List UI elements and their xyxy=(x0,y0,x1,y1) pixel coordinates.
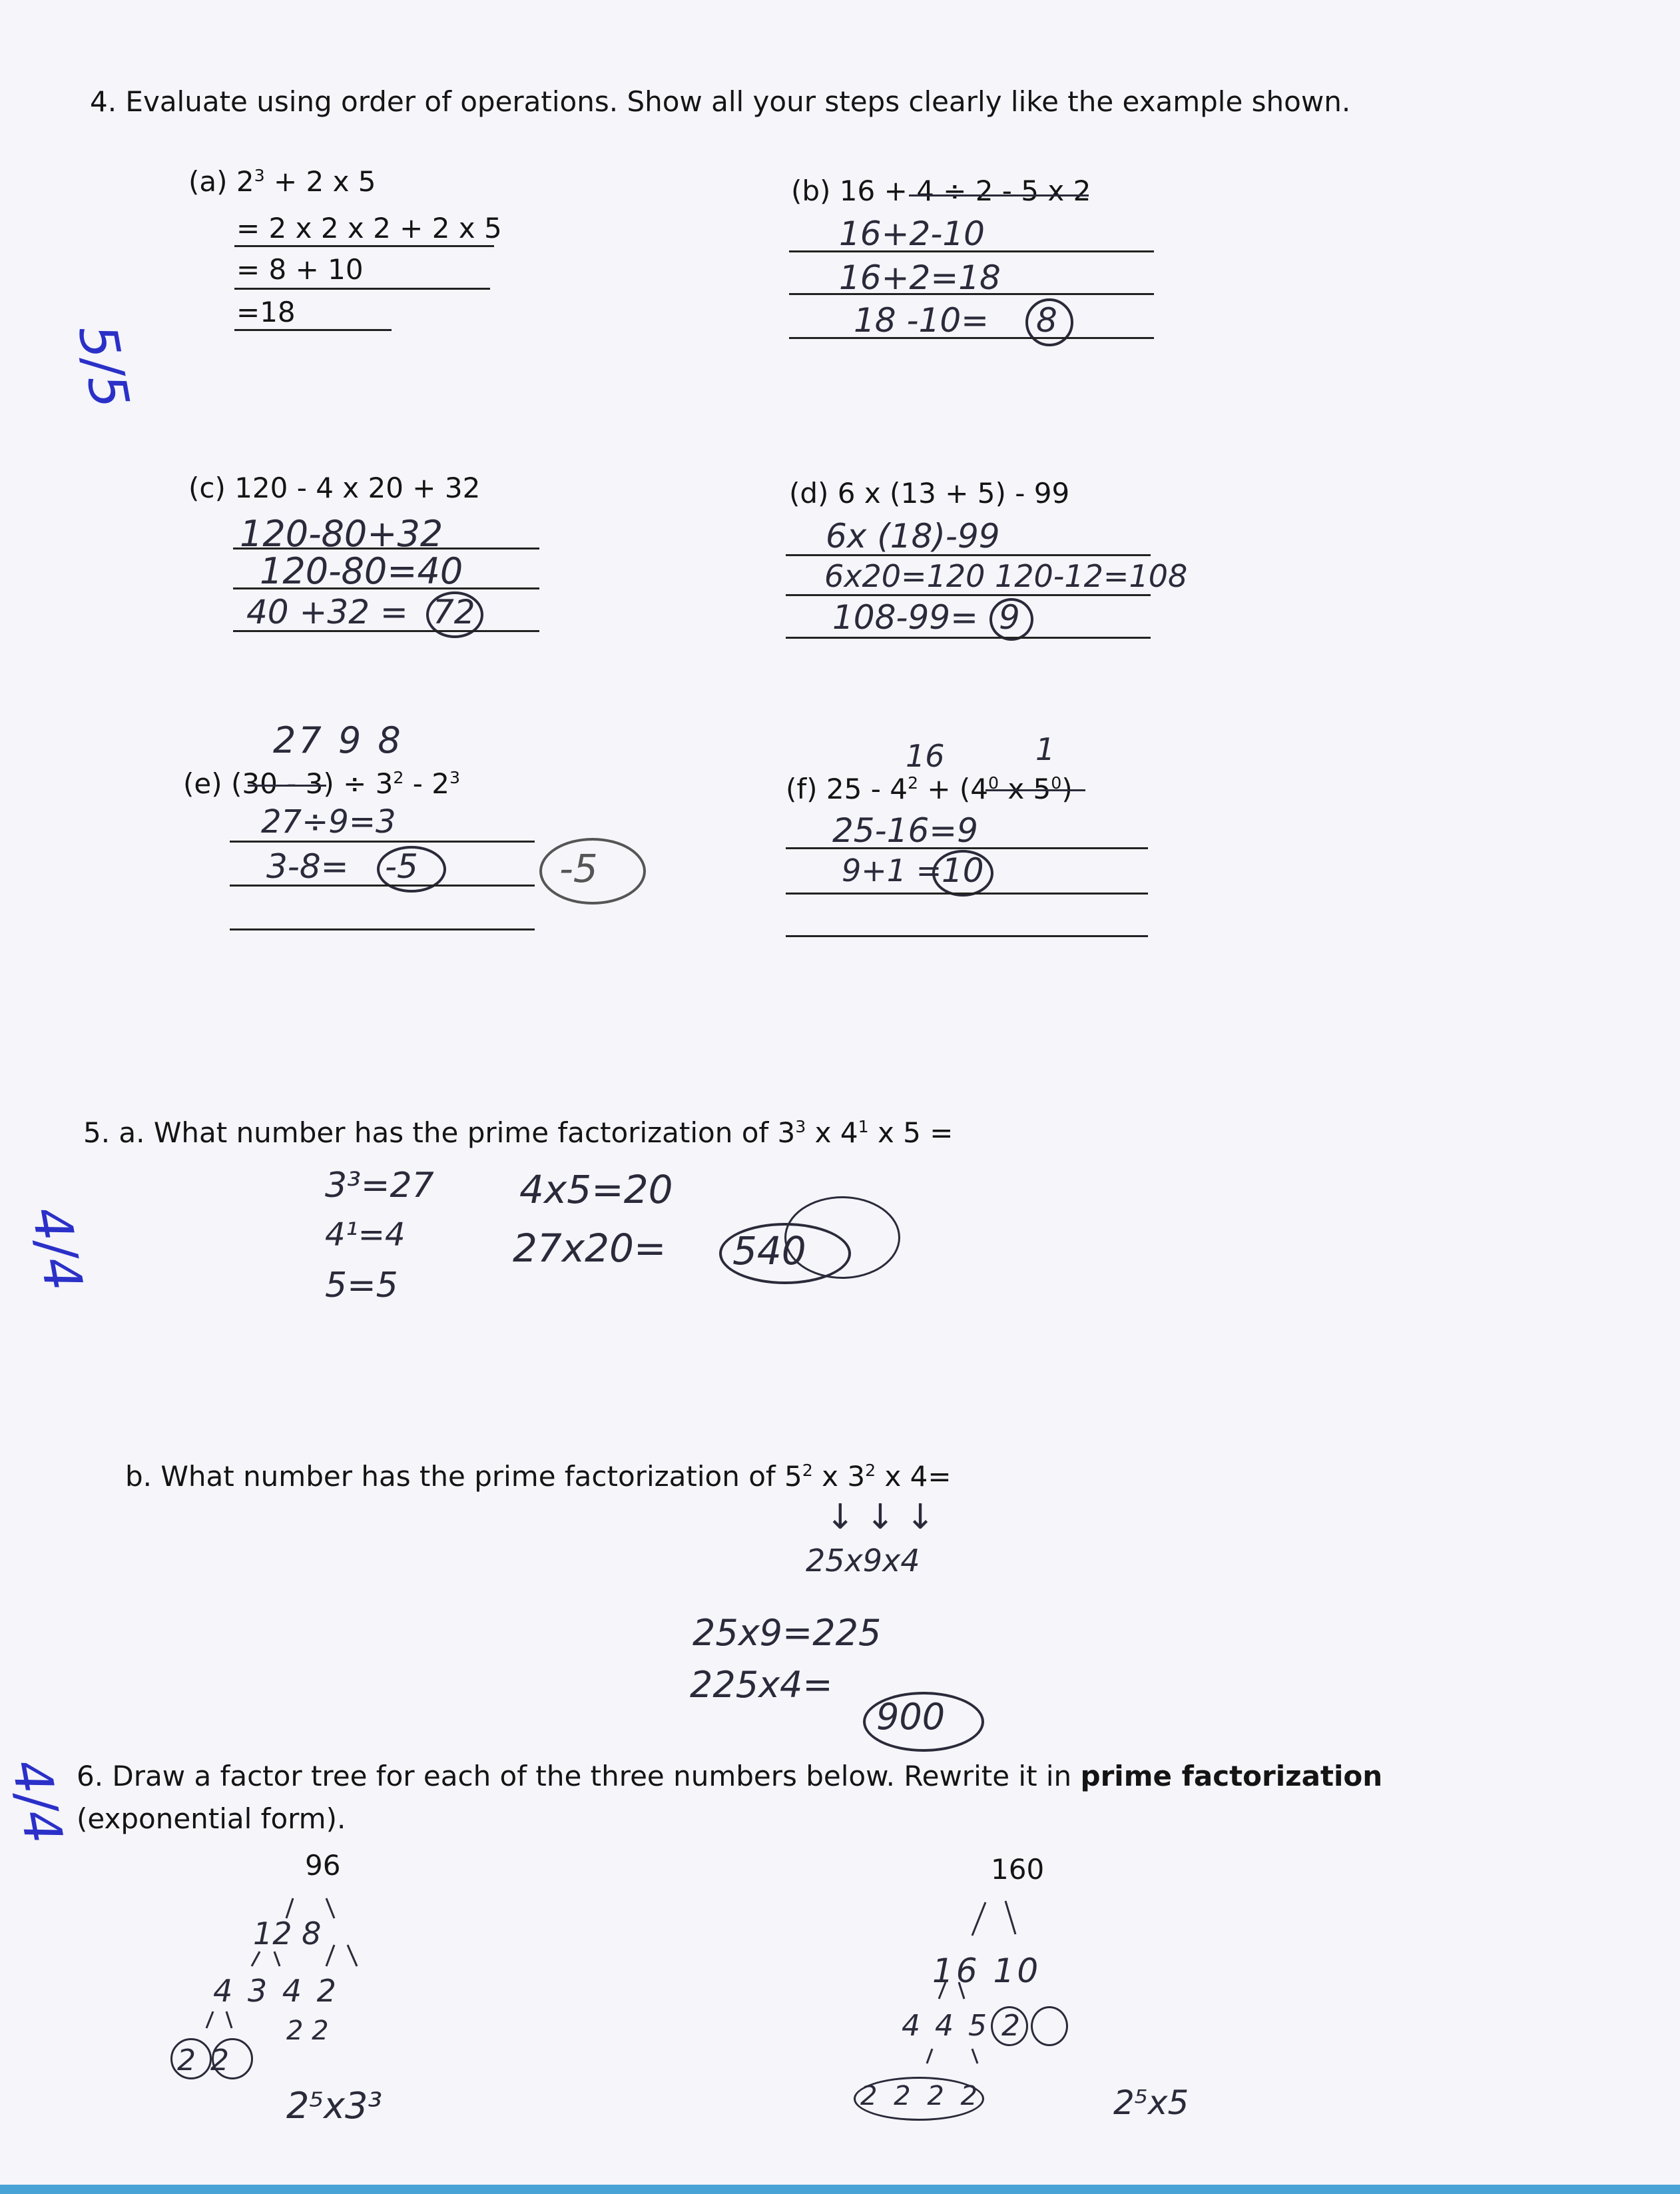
answer-line xyxy=(786,935,1148,937)
factor-tree-96-level4: 2 2 xyxy=(177,2043,232,2077)
q6-number-96: 96 xyxy=(305,1849,341,1882)
answer-line xyxy=(234,288,490,290)
factor-tree-96-result: 2⁵x3³ xyxy=(286,2085,382,2127)
q4b-work1: 16+2-10 xyxy=(839,214,985,253)
q4c-problem: (c) 120 - 4 x 20 + 32 xyxy=(188,472,481,504)
q4c-work2: 120-80=40 xyxy=(260,550,463,592)
answer-line xyxy=(786,554,1151,556)
q5b-work1: 25x9x4 xyxy=(806,1543,920,1579)
q6-instruction-2: (exponential form). xyxy=(77,1802,346,1835)
factor-tree-96-level1: 12 8 xyxy=(253,1916,322,1952)
q4b-work2: 16+2=18 xyxy=(839,258,1001,297)
q5b-question: b. What number has the prime factorization of $5^2$ x $3^2$ x 4= xyxy=(125,1460,952,1493)
answer-line xyxy=(789,293,1154,295)
q4e-grader-mark: -5 xyxy=(559,846,598,891)
strike-mark xyxy=(985,789,1085,791)
factor-tree-96-level3: 2 2 xyxy=(286,2015,329,2046)
grade-mark-q6: 4/4 xyxy=(0,1755,73,1848)
factor-tree-160-level2: 4 4 5 2 xyxy=(902,2009,1023,2043)
prime-circle xyxy=(991,2006,1028,2046)
answer-line xyxy=(786,893,1148,895)
q4d-work3: 108-99= xyxy=(832,598,978,637)
q4a-step1: = 2 x 2 x 2 + 2 x 5 xyxy=(236,212,502,244)
q4f-work1: 25-16=9 xyxy=(832,811,978,850)
q4d-work1: 6x (18)-99 xyxy=(826,517,1000,555)
answer-line xyxy=(233,630,539,632)
q4e-work2: 3-8= xyxy=(266,847,349,886)
scan-bottom-edge xyxy=(0,2185,1680,2194)
q4a-step3: =18 xyxy=(236,296,296,328)
q6-instruction: 6. Draw a factor tree for each of the three numbers below. Rewrite it in prime factorization xyxy=(77,1760,1383,1792)
answer-line xyxy=(789,250,1154,252)
q4e-work1: 27÷9=3 xyxy=(261,803,396,841)
q4e-answer: -5 xyxy=(385,847,418,886)
q4f-work2: 9+1 = xyxy=(842,853,942,889)
answer-line xyxy=(230,928,535,930)
answer-line xyxy=(789,337,1154,339)
q4d-answer: 9 xyxy=(999,598,1020,637)
q4c-work3: 40 +32 = xyxy=(246,593,408,631)
q4f-answer: 10 xyxy=(942,851,984,890)
q4f-problem: (f) $25 - 4^2 + (4^0$ x $5^0$) xyxy=(786,773,1073,805)
q4b-work3: 18 -10= xyxy=(854,301,989,340)
factor-tree-96-level2: 4 3 4 2 xyxy=(213,1973,339,2009)
prime-circle xyxy=(1031,2006,1068,2046)
answer-line xyxy=(786,847,1148,849)
q4a-step2: = 8 + 10 xyxy=(236,253,364,286)
q4c-work1: 120-80+32 xyxy=(240,513,443,555)
answer-line xyxy=(230,885,535,887)
q5a-work3: 5=5 xyxy=(325,1266,398,1305)
factor-tree-160-result: 2⁵x5 xyxy=(1113,2083,1189,2122)
q4b-problem: (b) 16 + 4 ÷ 2 - 5 x 2 xyxy=(791,175,1091,207)
q4c-answer: 72 xyxy=(433,593,475,631)
answer-line xyxy=(234,245,494,247)
q4a-problem: (a) $2^3 + 2$ x 5 xyxy=(188,165,376,198)
answer-line xyxy=(234,329,392,331)
q4d-work2: 6x20=120 120-12=108 xyxy=(824,558,1188,594)
q5a-answer: 540 xyxy=(732,1228,806,1274)
prime-circle-group xyxy=(854,2077,984,2121)
prime-circle xyxy=(212,2038,253,2079)
q4b-answer: 8 xyxy=(1036,301,1057,340)
q5b-work2: 25x9=225 xyxy=(693,1612,882,1654)
strike-mark xyxy=(909,194,1089,196)
q5a-work2: 4¹=4 xyxy=(325,1216,406,1254)
q4-instruction: 4. Evaluate using order of operations. Show all your steps clearly like the example shown. xyxy=(90,85,1351,118)
q4f-value-above-1: 16 xyxy=(906,738,945,774)
answer-line xyxy=(233,548,539,549)
strike-mark xyxy=(248,785,326,787)
grade-mark-q4: 5/5 xyxy=(66,320,140,413)
factor-tree-160-level1: 16 10 xyxy=(932,1952,1041,1990)
factor-tree-160-level3: 2 2 2 2 xyxy=(860,2081,981,2111)
q5a-work4: 4x5=20 xyxy=(519,1167,673,1212)
q5a-work1: 3³=27 xyxy=(325,1166,434,1206)
answer-line xyxy=(230,841,535,843)
q5b-answer: 900 xyxy=(876,1696,946,1738)
q6-number-160: 160 xyxy=(991,1853,1045,1886)
q4d-problem: (d) 6 x (13 + 5) - 99 xyxy=(789,477,1070,510)
q5b-arrows: ↓ ↓ ↓ xyxy=(826,1497,935,1537)
q5a-question: 5. a. What number has the prime factorization of $3^3$ x $4^1$ x 5 = xyxy=(83,1116,954,1149)
prime-circle xyxy=(170,2038,212,2079)
answer-line xyxy=(233,587,539,589)
q4f-value-above-2: 1 xyxy=(1035,731,1055,767)
answer-line xyxy=(786,637,1151,639)
q5b-work3: 225x4= xyxy=(690,1664,833,1706)
grade-mark-q5: 4/4 xyxy=(19,1202,93,1295)
answer-line xyxy=(786,594,1151,596)
q4e-problem: (e) $(30 - 3) \div 3^2 - 2^3$ xyxy=(183,767,461,800)
q4e-values-above: 27 9 8 xyxy=(273,719,404,761)
q5a-work5: 27x20= xyxy=(513,1226,667,1271)
